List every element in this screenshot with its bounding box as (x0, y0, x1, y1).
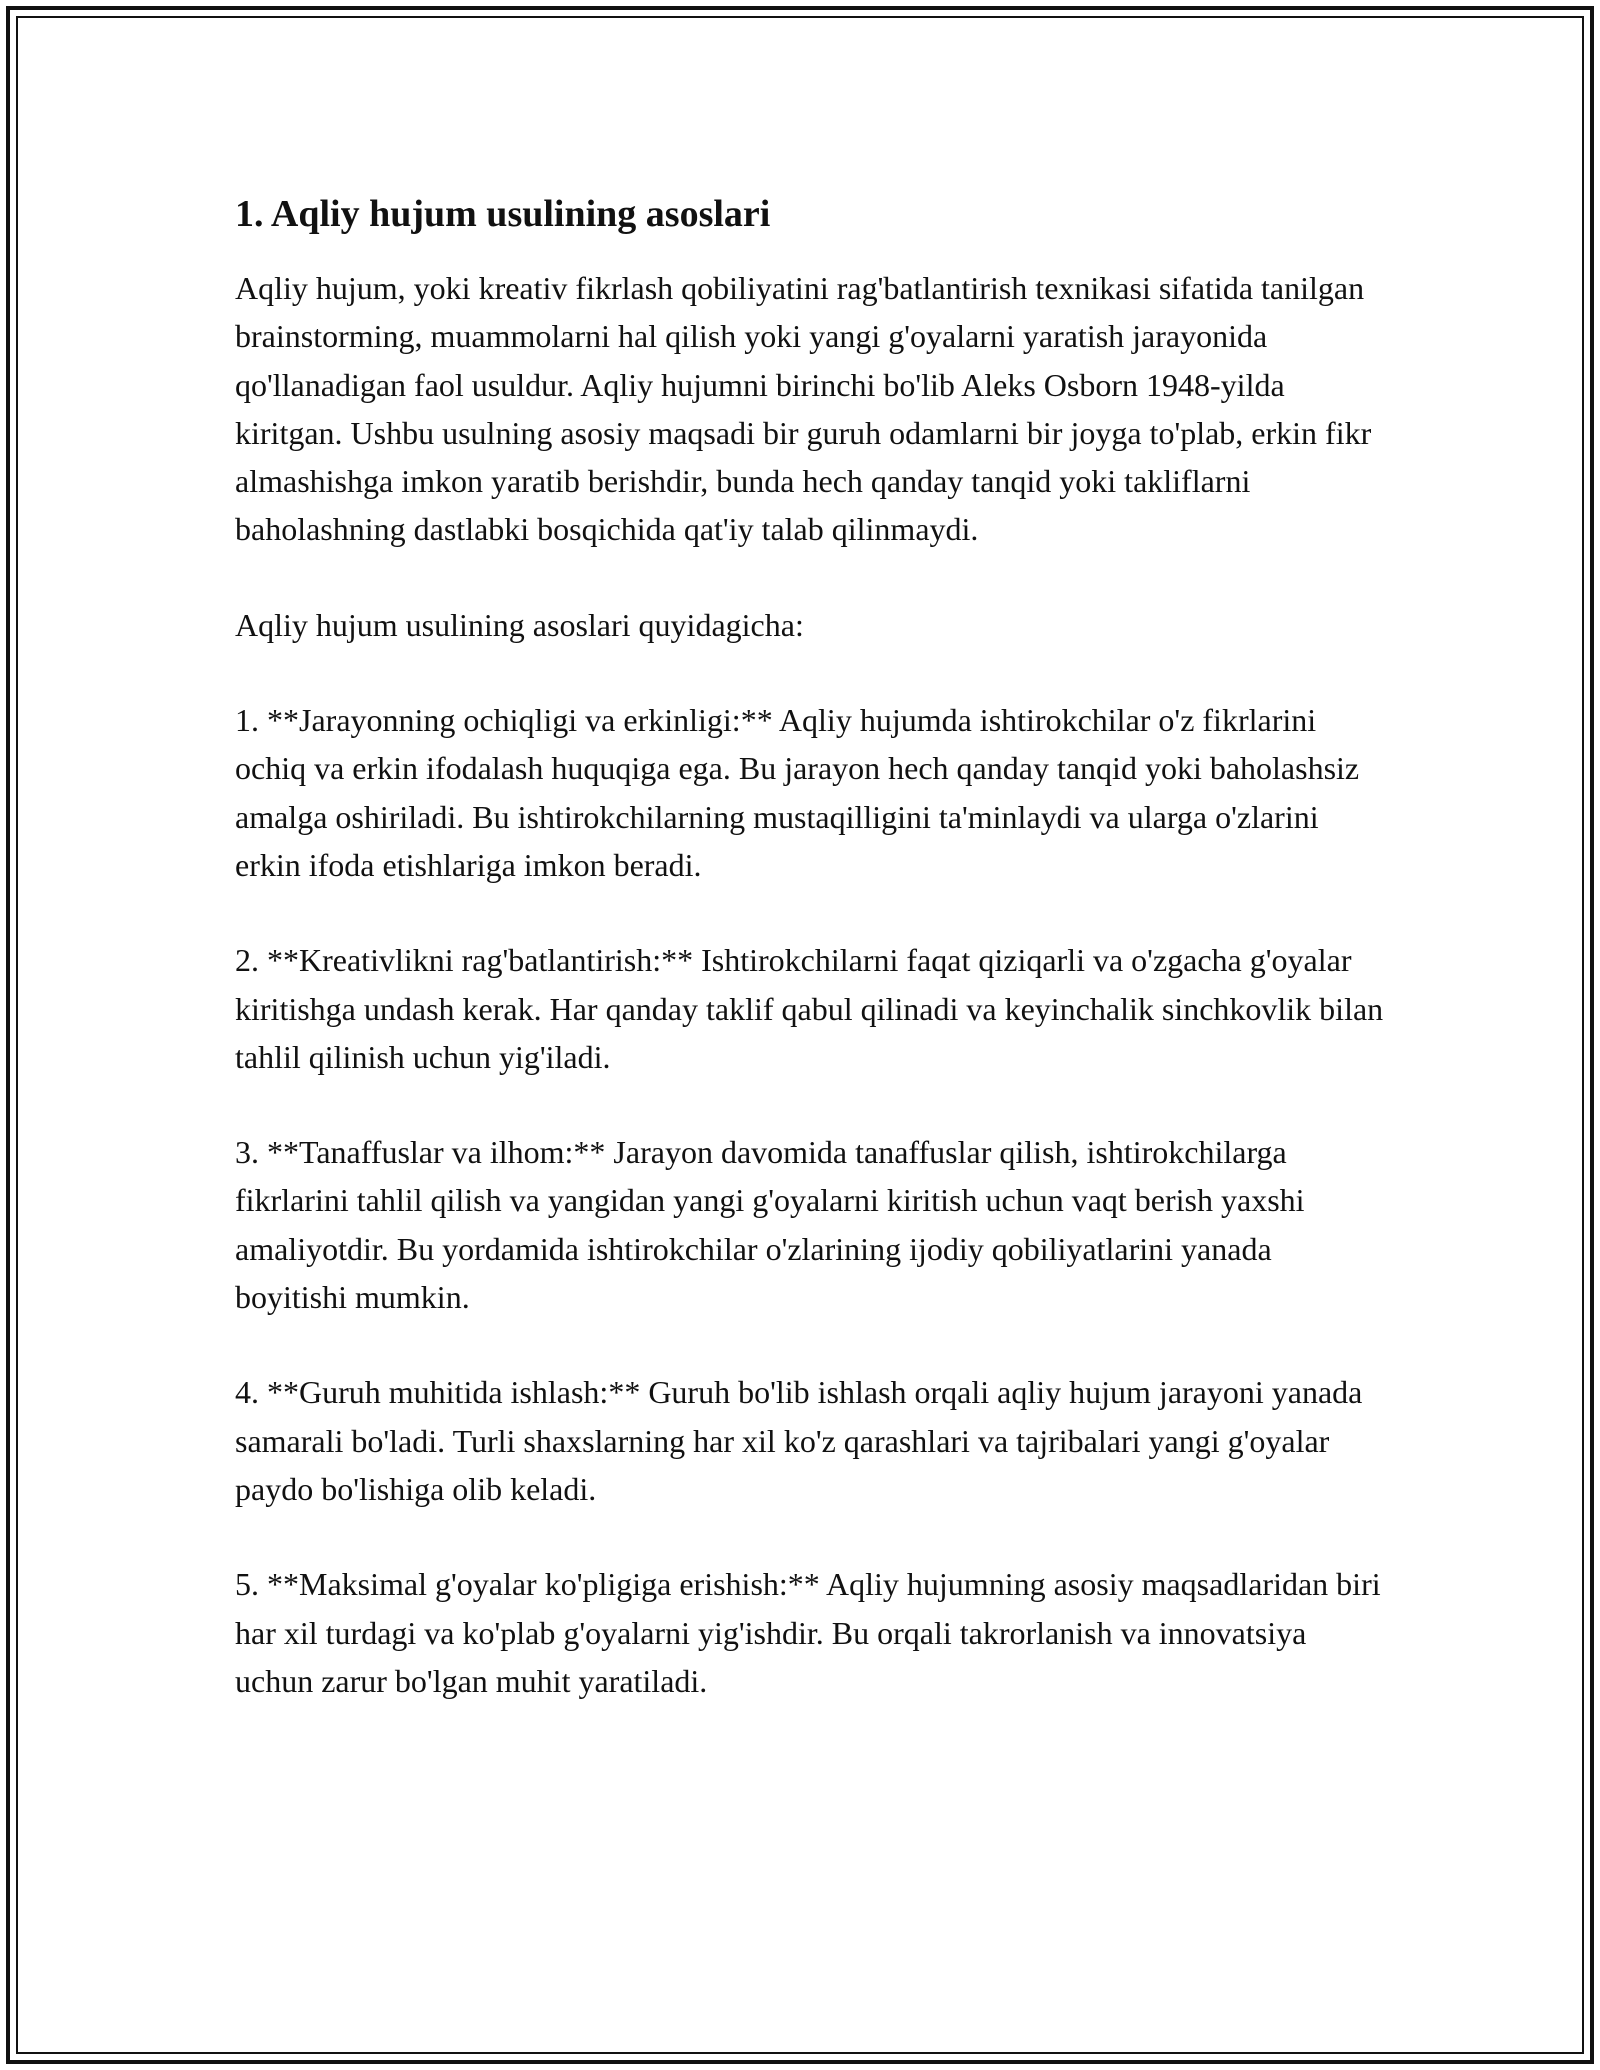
list-item-4: 4. **Guruh muhitida ishlash:** Guruh bo'lib ishlash orqali aqliy hujum jarayoni yanada samarali bo'ladi. Turli shaxslarning har xil ko'z qarashlari va tajribalari yangi g'oyalar paydo bo'lishiga olib keladi. (235, 1374, 1363, 1507)
list-item-3: 3. **Tanaffuslar va ilhom:** Jarayon davomida tanaffuslar qilish, ishtirokchilarga fikrlarini tahlil qilish va yangidan yangi g'oyalarni kiritish uchun vaqt berish yaxshi amaliyotdir. Bu yordamida ishtirokchilar o'zlarining ijodiy qobiliyatlarini yanada boyitishi mumkin. (235, 1134, 1305, 1316)
section-heading: 1. Aqliy hujum usulining asoslari (235, 193, 771, 235)
list-item-5: 5. **Maksimal g'oyalar ko'pligiga erishish:** Aqliy hujumning asosiy maqsadlaridan biri har xil turdagi va ko'plab g'oyalarni yig'ishdir. Bu orqali takrorlanish va innovatsiya uchun zarur bo'lgan muhit yaratiladi. (235, 1566, 1381, 1699)
document-body (235, 186, 1385, 1752)
list-intro-paragraph: Aqliy hujum usulining asoslari quyidagicha: (235, 606, 804, 643)
intro-paragraph: Aqliy hujum, yoki kreativ fikrlash qobiliyatini rag'batlantirish texnikasi sifatida tanilgan brainstorming, muammolarni hal qilish yoki yangi g'oyalarni yaratish jarayonida qo'llanadigan faol usuldur. Aqliy hujumni birinchi bo'lib Aleks Osborn 1948-yilda kiritgan. Ushbu usulning asosiy maqsadi bir guruh odamlarni bir joyga to'plab, erkin fikr almashishga imkon yaratib berishdir, bunda hech qanday tanqid yoki takliflarni baholashning dastlabki bosqichida qat'iy talab qilinmaydi. (235, 270, 1372, 548)
list-item-1: 1. **Jarayonning ochiqligi va erkinligi:** Aqliy hujumda ishtirokchilar o'z fikrlarini ochiq va erkin ifodalash huquqiga ega. Bu jarayon hech qanday tanqid yoki baholashsiz amalga oshiriladi. Bu ishtirokchilarning mustaqilligini ta'minlaydi va ularga o'zlarini erkin ifoda etishlariga imkon beradi. (235, 702, 1360, 883)
list-item-2: 2. **Kreativlikni rag'batlantirish:** Ishtirokchilarni faqat qiziqarli va o'zgacha g'oyalar kiritishga undash kerak. Har qanday taklif qabul qilinadi va keyinchalik sinchkovlik bilan tahlil qilinish uchun yig'iladi. (235, 942, 1384, 1075)
